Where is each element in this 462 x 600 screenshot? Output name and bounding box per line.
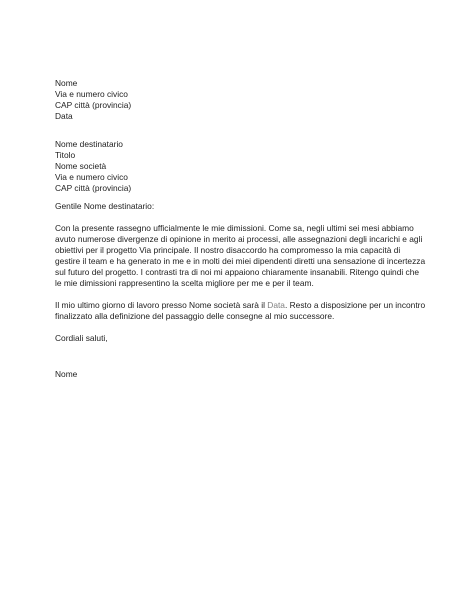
paragraph-line: le mie dimissioni rappresentino la scelta migliore per me e per il team. <box>55 277 314 288</box>
paragraph-line: sul futuro del progetto. I contrasti tra di noi mi appaiono chiaramente insanabili. Ritengo quindi che <box>55 266 420 277</box>
sender-address <box>55 78 415 122</box>
recipient-name: Nome destinatario <box>55 139 123 149</box>
salutation: Gentile Nome destinatario: <box>55 201 155 211</box>
sender-date: Data <box>55 110 73 121</box>
paragraph-line: avuto numerose divergenze di opinione in merito ai processi, alle assegnazioni degli incarichi e agli <box>55 233 423 244</box>
sender-name: Nome <box>55 78 78 88</box>
signature-name: Nome <box>55 369 78 379</box>
recipient-street: Via e numero civico <box>55 171 128 182</box>
body-paragraph-2 <box>55 300 426 322</box>
paragraph-line: Il mio ultimo giorno di lavoro presso Nome società sarà il Data. Resto a disposizione per un incontro <box>55 300 426 310</box>
recipient-address <box>55 139 415 194</box>
body-paragraph-1 <box>55 223 426 288</box>
paragraph-line: obiettivi per il progetto Via principale. Il nostro disaccordo ha compromesso la mia capacità di <box>55 244 401 255</box>
closing: Cordiali saluti, <box>55 333 108 343</box>
paragraph-line: gestire il team e ha generato in me e in molti dei miei dipendenti diretti una sensazione di incertezza <box>55 255 426 266</box>
paragraph-line: Con la presente rassegno ufficialmente le mie dimissioni. Come sa, negli ultimi sei mesi abbiamo <box>55 223 414 233</box>
paragraph-line: finalizzato alla definizione del passaggio delle consegne al mio successore. <box>55 310 335 321</box>
recipient-company: Nome società <box>55 160 107 171</box>
sender-street: Via e numero civico <box>55 88 128 99</box>
date-placeholder: Data <box>267 300 285 310</box>
recipient-city: CAP città (provincia) <box>55 182 132 193</box>
recipient-title: Titolo <box>55 149 76 160</box>
sender-city: CAP città (provincia) <box>55 99 132 110</box>
